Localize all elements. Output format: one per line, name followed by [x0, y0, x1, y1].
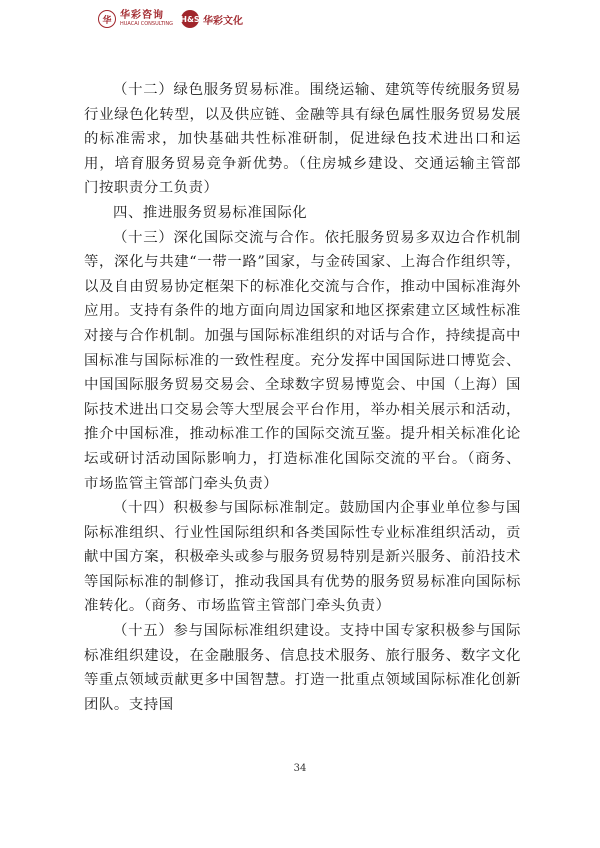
- huacai-logo-icon: 华: [98, 10, 116, 28]
- section-heading-4: 四、推进服务贸易标准国际化: [113, 204, 308, 221]
- hs-logo-icon: H&S: [181, 10, 199, 28]
- paragraph-14: （十四）积极参与国际标准制定。鼓励国内企事业单位参与国际标准组织、行业性国际组织和各类国际性专业标准组织活动，贡献中国方案，积极牵头或参与服务贸易特别是新兴服务、前沿技术等国际标准的制修订，推动我国具有优势的服务贸易标准向国际标准转化。（商务、市场监管主管部门牵头负责）: [84, 500, 521, 615]
- paragraph-15: （十五）参与国际标准组织建设。支持中国专家积极参与国际标准组织建设，在金融服务、信息技术服务、旅行服务、数字文化等重点领域贡献更多中国智慧。打造一批重点领域国际标准化创新团队。支持国: [84, 623, 521, 713]
- page-number: 34: [293, 763, 307, 774]
- paragraph-12: （十二）绿色服务贸易标准。围绕运输、建筑等传统服务贸易行业绿色化转型，以及供应链、金融等具有绿色属性服务贸易发展的标准需求，加快基础共性标准研制，促进绿色技术进出口和运用，培育服务贸易竞争新优势。（住房城乡建设、交通运输主管部门按职责分工负责）: [84, 82, 521, 197]
- document-body: [84, 78, 521, 717]
- brand-subtitle: HUACAI CONSULTING: [120, 21, 173, 27]
- paragraph-13: （十三）深化国际交流与合作。依托服务贸易多双边合作机制等，深化与共建“一带一路”国家，与金砖国家、上海合作组织等，以及自由贸易协定框架下的标准化交流与合作，推动中国标准海外应用。支持有条件的地方面向周边国家和地区探索建立区域性标准对接与合作机制。加强与国际标准组织的对话与合作，持续提高中国标准与国际标准的一致性程度。充分发挥中国国际进口博览会、中国国际服务贸易交易会、全球数字贸易博览会、中国（上海）国际技术进出口交易会等大型展会平台作用，举办相关展示和活动，推介中国标准，推动标准工作的国际交流互鉴。提升相关标准化论坛或研讨活动国际影响力，打造标准化国际交流的平台。（商务、市场监管主管部门牵头负责）: [84, 229, 521, 492]
- hs-brand-name: 华彩文化: [202, 15, 243, 27]
- brand-name: 华彩咨询: [120, 10, 164, 21]
- page-header: [98, 6, 243, 32]
- brand-block: [120, 11, 173, 27]
